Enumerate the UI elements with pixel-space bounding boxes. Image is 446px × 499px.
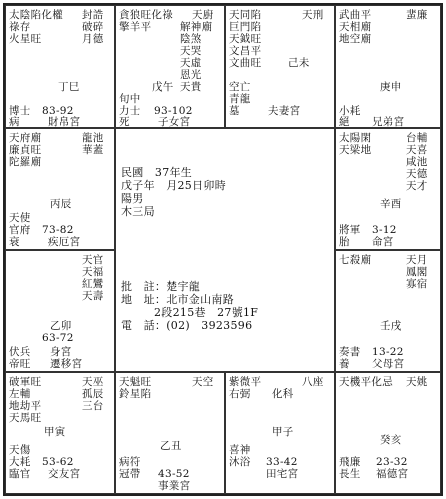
star-left-1: 天機平化忌 (339, 376, 393, 388)
palace-name: 福德宮 (376, 468, 409, 480)
palace-wei (225, 5, 335, 128)
status: 病 (9, 116, 20, 128)
boshi: 飛廉 (339, 456, 361, 468)
status: 胎 (339, 236, 350, 248)
palace-name: 財帛宮 (48, 116, 81, 128)
ganzhi: 丙辰 (50, 198, 72, 210)
star-left-2: 右弼 (229, 388, 251, 400)
star-right-4: 天壽 (82, 290, 104, 302)
star-left-1: 貪狼旺化祿 (119, 9, 173, 21)
ganzhi: 癸亥 (380, 434, 402, 446)
star-right-3: 三台 (82, 400, 104, 412)
boshi: 小耗 (339, 105, 361, 117)
age-range: 93-102 (154, 105, 193, 117)
star-right-5: 天才 (406, 180, 428, 192)
age-range: 63-72 (42, 332, 74, 344)
star-left-3: 陀羅廟 (9, 156, 42, 168)
star-right-3: 陰煞 (180, 33, 202, 45)
star-left-1: 太陽閑 (339, 132, 372, 144)
birth-year: 民國 37年生 (121, 166, 193, 179)
center-info (115, 128, 335, 372)
author: 批 註：楚宇龍 (121, 280, 201, 293)
phone: 電 話：(02) 3923596 (121, 319, 253, 332)
age-range: 83-92 (42, 105, 74, 117)
star-right-2: 化科 (272, 388, 294, 400)
star-left-2: 鈴星陷 (119, 388, 152, 400)
star-left-4: 文昌平 (229, 45, 262, 57)
boshi: 將軍 (339, 224, 361, 236)
star-left-2: 廉貞旺 (9, 144, 42, 156)
palace-mao (5, 250, 115, 372)
element-bureau: 木三局 (121, 205, 155, 218)
star-right-1: 八座 (302, 376, 324, 388)
status: 絕 (339, 116, 350, 128)
star-right-1: 天月 (406, 254, 428, 266)
star-left-3: 地劫平 (9, 400, 42, 412)
address-line-2: 2段215巷 27號1F (154, 306, 259, 319)
small-star-1: 空亡 (229, 81, 251, 93)
ganzhi: 丁巳 (58, 81, 80, 93)
small-star-1: 天使 (9, 212, 31, 224)
star-right-1: 天官 (82, 254, 104, 266)
star-right-4: 天哭 (180, 45, 202, 57)
star-left-3: 地空廟 (339, 33, 372, 45)
boshi: 病符 (119, 456, 141, 468)
star-right-3: 咸池 (406, 156, 428, 168)
age-range: 23-32 (376, 456, 408, 468)
star-left-1: 天府廟 (9, 132, 42, 144)
palace-hai (335, 372, 441, 494)
star-right-3: 紅鸞 (82, 278, 104, 290)
star-right-3: 月德 (82, 33, 104, 45)
star-right-7: 天貴 (180, 81, 202, 93)
star-right-6: 恩光 (180, 69, 202, 81)
ganzhi: 乙卯 (50, 320, 72, 332)
status: 養 (339, 358, 350, 370)
palace-name: 交友宮 (48, 468, 81, 480)
gender: 陽男 (121, 192, 144, 205)
ganzhi: 甲子 (272, 426, 294, 438)
boshi: 伏兵 (9, 346, 31, 358)
palace-xu (335, 250, 441, 372)
boshi: 力士 (119, 105, 141, 117)
star-left-1: 天魁旺 (119, 376, 152, 388)
status: 長生 (339, 468, 361, 480)
star-left-1: 武曲平 (339, 9, 372, 21)
star-right-4: 天德 (406, 168, 428, 180)
address-line-1: 地 址：北市金山南路 (121, 293, 234, 306)
palace-name: 子女宮 (158, 116, 191, 128)
status: 帝旺 (9, 358, 31, 370)
status: 衰 (9, 236, 20, 248)
palace-chen (5, 128, 115, 250)
star-left-2: 擎羊平 (119, 21, 152, 33)
boshi: 博士 (9, 105, 31, 117)
ganzhi: 乙丑 (160, 440, 182, 452)
palace-wu (115, 5, 225, 128)
age-range: 13-22 (372, 346, 404, 358)
star-left-1: 太陰陷化權 (9, 9, 63, 21)
star-right-1: 蜚廉 (406, 9, 428, 21)
age-range: 43-52 (158, 468, 190, 480)
palace-yin (5, 372, 115, 494)
ganzhi: 辛酉 (380, 198, 402, 210)
ziwei-chart (3, 3, 443, 496)
star-right-1: 天姚 (406, 376, 428, 388)
boshi: 大耗 (9, 456, 31, 468)
ganzhi: 壬戌 (380, 320, 402, 332)
status: 沐浴 (229, 456, 251, 468)
palace-name: 父母宮 (372, 358, 405, 370)
star-left-1: 天同陷 (229, 9, 262, 21)
age-range: 33-42 (266, 456, 298, 468)
small-star-1: 天傷 (9, 444, 31, 456)
boshi: 青龍 (229, 93, 251, 105)
age-range: 3-12 (372, 224, 397, 236)
star-right-1: 龍池 (82, 132, 104, 144)
star-right-1: 天空 (192, 376, 214, 388)
boshi: 奏書 (339, 346, 361, 358)
boshi: 喜神 (229, 444, 251, 456)
star-right-1: 封誥 (82, 9, 104, 21)
star-left-2: 天相廟 (339, 21, 372, 33)
star-right-1: 天廚 (192, 9, 214, 21)
ganzhi: 戊午 (152, 81, 174, 93)
palace-name: 事業宮 (158, 480, 191, 492)
age-range: 53-62 (42, 456, 74, 468)
palace-name: 遷移宮 (50, 358, 83, 370)
ganzhi: 庚申 (380, 81, 402, 93)
palace-you (335, 128, 441, 250)
shen-palace-mark: 身宮 (50, 346, 72, 358)
ganzhi: 甲寅 (44, 426, 66, 438)
star-right-2: 鳳閣 (406, 266, 428, 278)
star-right-2: 解神廟 (180, 21, 213, 33)
star-right-1: 天巫 (82, 376, 104, 388)
star-left-2: 巨門陷 (229, 21, 262, 33)
star-left-1: 七殺廟 (339, 254, 372, 266)
birth-datetime: 戊子年 月25日卯時 (121, 179, 226, 192)
palace-chou (115, 372, 225, 494)
star-left-3: 天鉞旺 (229, 33, 262, 45)
palace-zi (225, 372, 335, 494)
star-right-2: 破碎 (82, 21, 104, 33)
palace-name: 田宅宮 (266, 468, 299, 480)
palace-shen (335, 5, 441, 128)
status: 死 (119, 116, 130, 128)
status: 墓 (229, 105, 240, 117)
star-right-1: 台輔 (406, 132, 428, 144)
star-left-2: 左輔 (9, 388, 31, 400)
palace-name: 命宮 (372, 236, 394, 248)
star-left-1: 紫微平 (229, 376, 262, 388)
palace-si (5, 5, 115, 128)
palace-name: 疾厄宮 (48, 236, 81, 248)
star-right-2: 孤辰 (82, 388, 104, 400)
age-range: 73-82 (42, 224, 74, 236)
star-right-1: 天刑 (302, 9, 324, 21)
status: 臨官 (9, 468, 31, 480)
star-left-2: 祿存 (9, 21, 31, 33)
boshi: 官府 (9, 224, 31, 236)
star-right-2: 天喜 (406, 144, 428, 156)
star-right-2: 華蓋 (82, 144, 104, 156)
star-right-3: 寡宿 (406, 278, 428, 290)
star-left-5: 文曲旺 (229, 57, 262, 69)
palace-name: 夫妻宮 (268, 105, 301, 117)
star-left-2: 天梁地 (339, 144, 372, 156)
ganzhi: 己未 (288, 57, 310, 69)
small-star-1: 旬中 (119, 93, 141, 105)
star-left-1: 破軍旺 (9, 376, 42, 388)
palace-name: 兄弟宮 (372, 116, 405, 128)
star-left-4: 天馬旺 (9, 412, 42, 424)
status: 冠帶 (119, 468, 141, 480)
star-left-3: 火星旺 (9, 33, 42, 45)
star-right-5: 天虛 (180, 57, 202, 69)
star-right-2: 天福 (82, 266, 104, 278)
